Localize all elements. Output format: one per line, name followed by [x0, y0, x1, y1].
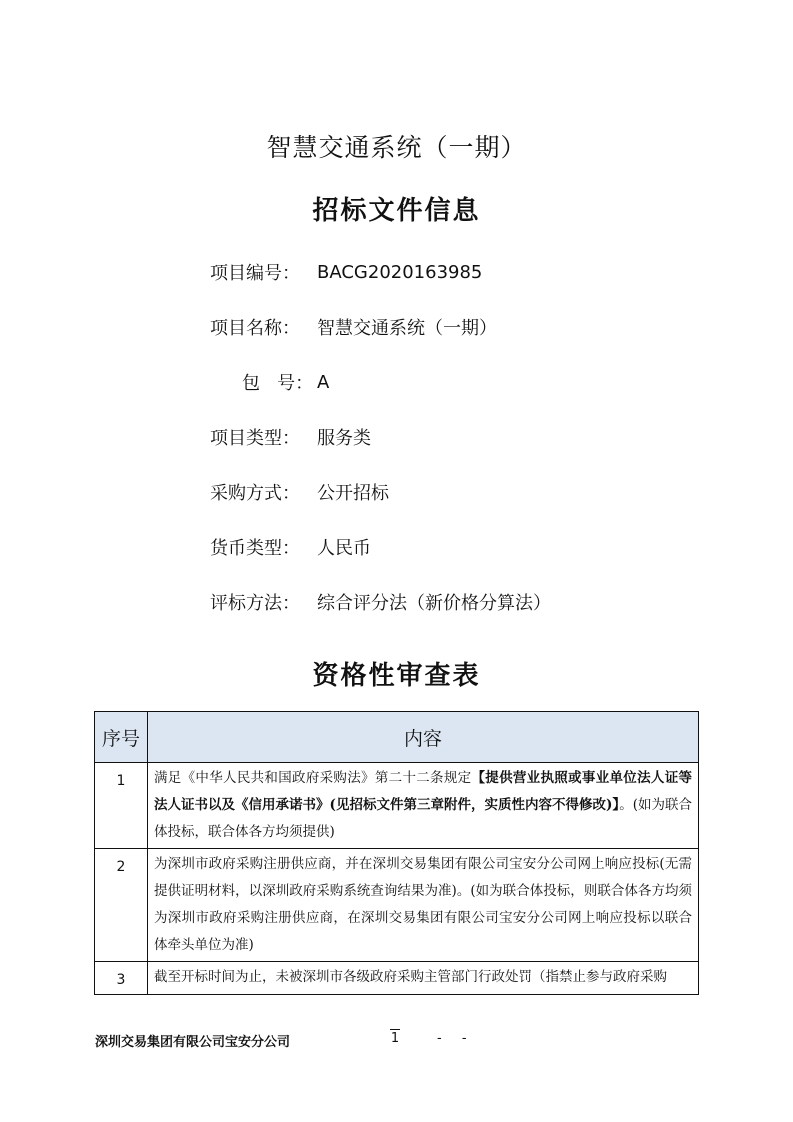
- header-content: 内容: [148, 712, 699, 763]
- footer-company: 深圳交易集团有限公司宝安分公司: [95, 1035, 291, 1050]
- info-row-project-type: [210, 423, 371, 451]
- qualification-table: [94, 711, 699, 995]
- info-row-evaluation-method: [210, 588, 551, 616]
- row-text: 。(如为联合体投标，联合体各方均须提供): [154, 797, 692, 840]
- header-no: 序号: [95, 712, 148, 763]
- table-row: [95, 962, 699, 995]
- document-subtitle: 招标文件信息: [312, 196, 481, 226]
- info-value: 服务类: [317, 428, 371, 449]
- info-value: A: [317, 371, 330, 393]
- info-label: 项目名称：: [210, 318, 300, 339]
- info-label: 采购方式：: [210, 483, 300, 504]
- info-label: 项目类型：: [210, 428, 300, 449]
- qualification-title: 资格性审查表: [312, 661, 481, 691]
- row-text: 满足《中华人民共和国政府采购法》第二十二条规定: [154, 770, 472, 786]
- info-label: 包 号：: [242, 373, 314, 394]
- row-number: 1: [95, 763, 148, 849]
- info-row-procurement-method: [210, 478, 389, 506]
- table-row: [95, 849, 699, 962]
- info-value: 公开招标: [317, 483, 389, 504]
- info-value: BACG2020163985: [317, 261, 483, 283]
- info-value: 人民币: [317, 538, 371, 559]
- table-header-row: [95, 712, 699, 763]
- info-row-package: [210, 368, 329, 396]
- info-row-currency: [210, 533, 371, 561]
- table-row: [95, 763, 699, 849]
- info-label: 评标方法：: [210, 593, 300, 614]
- row-content: 截至开标时间为止，未被深圳市各级政府采购主管部门行政处罚（指禁止参与政府采购: [148, 962, 699, 995]
- info-label: 项目编号：: [210, 263, 300, 284]
- footer-dashes: - -: [437, 1031, 475, 1046]
- document-title: 智慧交通系统（一期）: [266, 133, 527, 162]
- info-value: 智慧交通系统（一期）: [317, 318, 497, 339]
- info-label: 货币类型：: [210, 538, 300, 559]
- info-row-project-name: [210, 313, 497, 341]
- info-row-project-number: [210, 258, 482, 286]
- footer-page-number: 1: [390, 1031, 400, 1046]
- row-text-bold: 【提供营业执照或事业单位法人证等法人证书以及《信用承诺书》(见招标文件第三章附件，实质性内容不得修改)】: [154, 770, 693, 813]
- row-content: [148, 763, 699, 849]
- row-number: 3: [95, 962, 148, 995]
- row-content: 为深圳市政府采购注册供应商，并在深圳交易集团有限公司宝安分公司网上响应投标(无需提供证明材料，以深圳政府采购系统查询结果为准)。(如为联合体投标，则联合体各方均须为深圳市政府采购注册供应商，在深圳交易集团有限公司宝安分公司网上响应投标以联合体牵头单位为准): [148, 849, 699, 962]
- info-value: 综合评分法（新价格分算法）: [317, 593, 551, 614]
- row-number: 2: [95, 849, 148, 962]
